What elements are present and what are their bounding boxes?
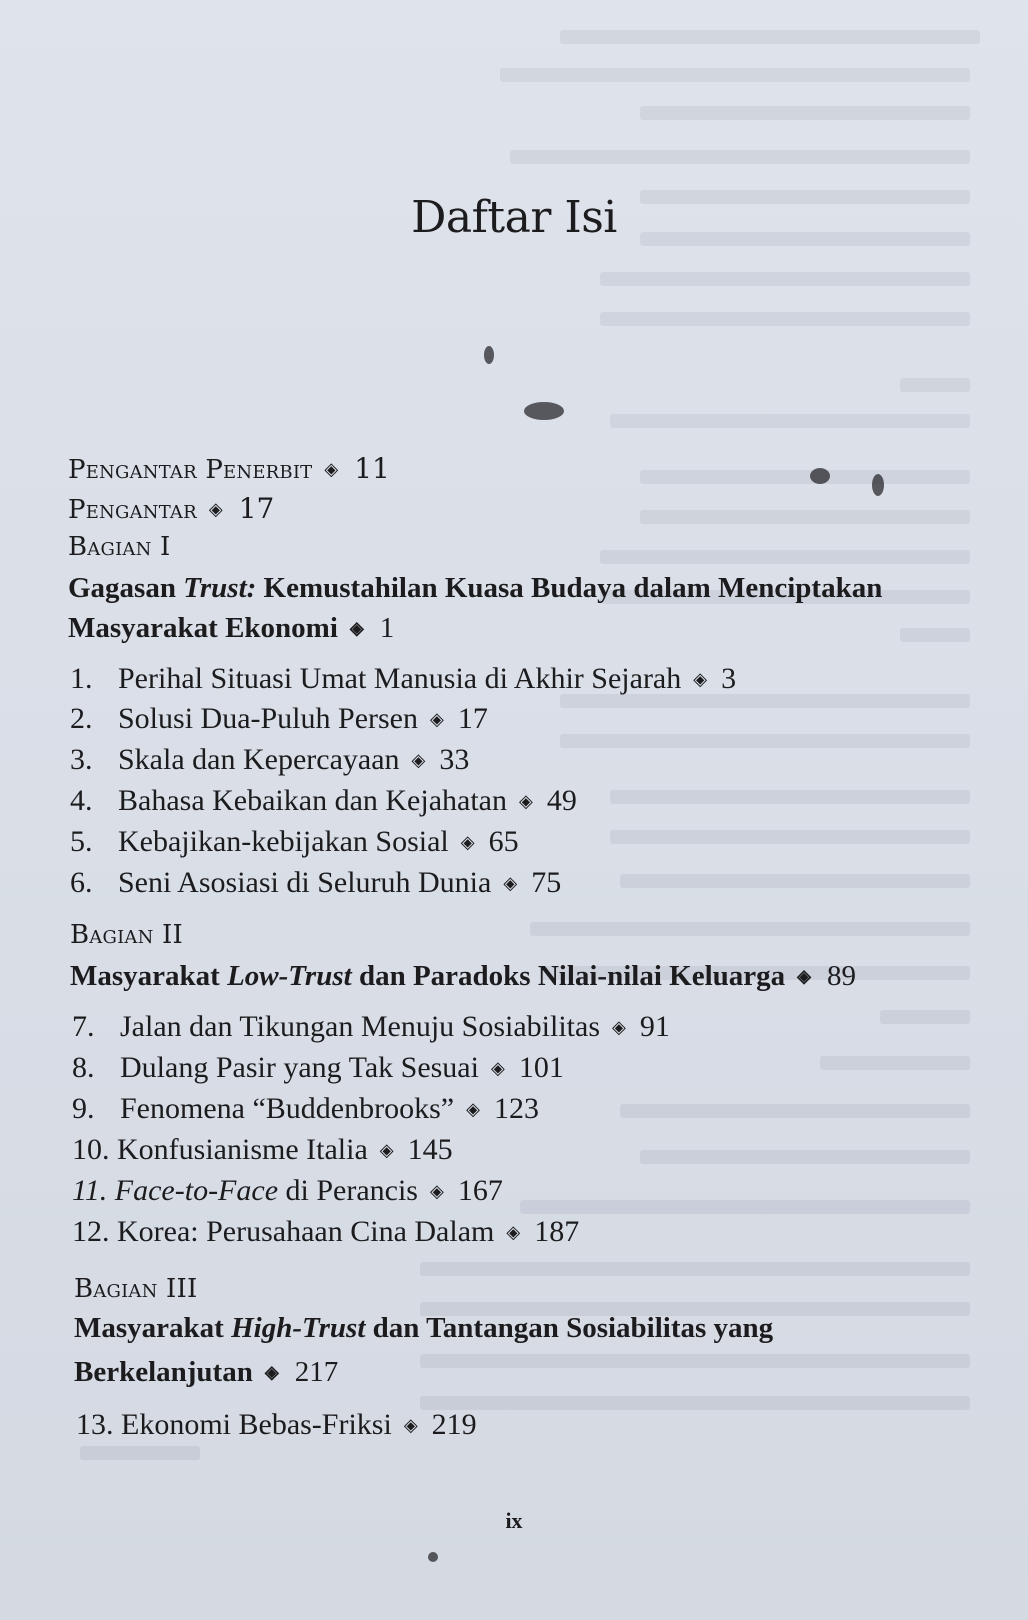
chapter-number: 10.: [72, 1133, 110, 1166]
chapter-page: 17: [457, 702, 488, 735]
chapter-page: 3: [721, 662, 737, 695]
chapter-number: 12.: [72, 1215, 110, 1248]
ink-speck: [484, 346, 494, 364]
chapter-page: 167: [457, 1174, 503, 1207]
diamond-icon: ◈: [264, 1362, 279, 1382]
toc-chapter-6[interactable]: [70, 866, 561, 900]
chapter-title: Jalan dan Tikungan Menuju Sosiabilitas: [120, 1010, 600, 1043]
title-text: Gagasan: [68, 572, 184, 604]
part-title[interactable]: [70, 960, 856, 993]
toc-chapter-13[interactable]: [76, 1408, 477, 1442]
chapter-number: 1.: [70, 662, 93, 695]
toc-chapter-8[interactable]: [72, 1051, 564, 1085]
chapter-page: 65: [488, 825, 519, 858]
entry-page: 17: [238, 492, 275, 525]
entry-label: Pengantar Penerbit: [68, 455, 313, 485]
chapter-page: 33: [439, 743, 470, 776]
title-text: dan Tantangan Sosiabilitas yang: [365, 1312, 774, 1344]
toc-chapter-10[interactable]: [72, 1133, 453, 1167]
part-title-line1[interactable]: [74, 1312, 773, 1345]
chapter-page: 49: [546, 784, 577, 817]
chapter-title: Bahasa Kebaikan dan Kejahatan: [118, 784, 507, 817]
ink-speck: [428, 1552, 438, 1562]
title-emphasis: Trust:: [183, 572, 257, 604]
chapter-title: Konfusianisme Italia: [117, 1133, 368, 1166]
entry-label: Pengantar: [68, 495, 197, 525]
chapter-number: 4.: [70, 784, 93, 817]
diamond-icon: ◈: [490, 1058, 505, 1078]
title-text: Berkelanjutan: [74, 1356, 253, 1388]
toc-chapter-12[interactable]: [72, 1215, 579, 1249]
diamond-icon: ◈: [519, 791, 533, 811]
part-label: Bagian III: [74, 1274, 198, 1304]
chapter-number: 13.: [76, 1408, 114, 1441]
diamond-icon: ◈: [612, 1017, 626, 1037]
chapter-page: 75: [531, 866, 562, 899]
toc-chapter-3[interactable]: [70, 743, 469, 777]
title-text: Masyarakat: [74, 1312, 232, 1344]
chapter-title: Seni Asosiasi di Seluruh Dunia: [118, 866, 492, 899]
chapter-page: 219: [431, 1408, 477, 1441]
chapter-title: Perihal Situasi Umat Manusia di Akhir Sejarah: [118, 662, 682, 695]
toc-chapter-1[interactable]: [70, 662, 736, 696]
diamond-icon: ◈: [460, 832, 475, 852]
part-title-line2[interactable]: [68, 612, 394, 645]
page-title: Daftar Isi: [411, 192, 617, 243]
diamond-icon: ◈: [403, 1415, 418, 1435]
chapter-page: 145: [407, 1133, 453, 1166]
chapter-number: 11.: [72, 1174, 108, 1207]
chapter-title: Ekonomi Bebas-Friksi: [121, 1408, 392, 1441]
diamond-icon: ◈: [429, 1181, 444, 1201]
toc-chapter-7[interactable]: [72, 1010, 670, 1044]
chapter-title: Korea: Perusahaan Cina Dalam: [117, 1215, 495, 1248]
toc-chapter-11[interactable]: [72, 1174, 503, 1208]
chapter-page: 101: [518, 1051, 564, 1084]
title-text: Masyarakat Ekonomi: [68, 612, 338, 644]
chapter-number: 8.: [72, 1051, 95, 1084]
diamond-icon: ◈: [503, 873, 518, 893]
toc-chapter-2[interactable]: [70, 702, 488, 736]
chapter-number: 6.: [70, 866, 93, 899]
toc-chapter-5[interactable]: [70, 825, 519, 859]
chapter-title: Fenomena “Buddenbrooks”: [120, 1092, 455, 1125]
diamond-icon: ◈: [379, 1140, 394, 1160]
chapter-title: Solusi Dua-Puluh Persen: [118, 702, 418, 735]
chapter-title: Skala dan Kepercayaan: [118, 743, 400, 776]
chapter-page: 187: [534, 1215, 580, 1248]
part-label: Bagian I: [68, 532, 171, 562]
ink-speck: [810, 468, 830, 484]
entry-page: 11: [354, 452, 390, 485]
entry-page: 1: [379, 612, 395, 644]
chapter-number: 2.: [70, 702, 93, 735]
toc-front-preface-publisher[interactable]: [68, 452, 390, 485]
ink-speck: [872, 474, 884, 496]
title-text: Masyarakat: [70, 960, 228, 992]
part-label: Bagian II: [70, 920, 183, 950]
toc-front-preface[interactable]: [68, 492, 274, 525]
title-emphasis: Low-Trust: [227, 960, 352, 992]
diamond-icon: ◈: [208, 499, 223, 520]
diamond-icon: ◈: [411, 750, 426, 770]
chapter-title-emphasis: Face-to-Face: [114, 1174, 279, 1207]
page-folio: ix: [505, 1508, 523, 1533]
diamond-icon: ◈: [466, 1099, 480, 1119]
diamond-icon: ◈: [506, 1222, 521, 1242]
ink-speck: [524, 402, 564, 420]
chapter-title: Kebajikan-kebijakan Sosial: [118, 825, 449, 858]
chapter-number: 9.: [72, 1092, 95, 1125]
diamond-icon: ◈: [693, 669, 708, 689]
title-text: Kemustahilan Kuasa Budaya dalam Menciptakan: [256, 572, 883, 604]
diamond-icon: ◈: [430, 709, 444, 729]
chapter-title: di Perancis: [278, 1174, 418, 1207]
chapter-page: 123: [493, 1092, 539, 1125]
title-text: dan Paradoks Nilai-nilai Keluarga: [351, 960, 786, 992]
entry-page: 217: [294, 1356, 339, 1388]
diamond-icon: ◈: [797, 966, 811, 986]
chapter-number: 7.: [72, 1010, 95, 1043]
part-title-line2[interactable]: [74, 1356, 338, 1389]
chapter-number: 3.: [70, 743, 93, 776]
chapter-page: 91: [639, 1010, 670, 1043]
entry-page: 89: [826, 960, 856, 992]
toc-chapter-9[interactable]: [72, 1092, 539, 1126]
chapter-number: 5.: [70, 825, 93, 858]
toc-chapter-4[interactable]: [70, 784, 577, 818]
diamond-icon: ◈: [324, 459, 339, 480]
title-emphasis: High-Trust: [231, 1312, 366, 1344]
chapter-title: Dulang Pasir yang Tak Sesuai: [120, 1051, 479, 1084]
part-title-line1[interactable]: [68, 572, 882, 605]
diamond-icon: ◈: [349, 618, 364, 638]
